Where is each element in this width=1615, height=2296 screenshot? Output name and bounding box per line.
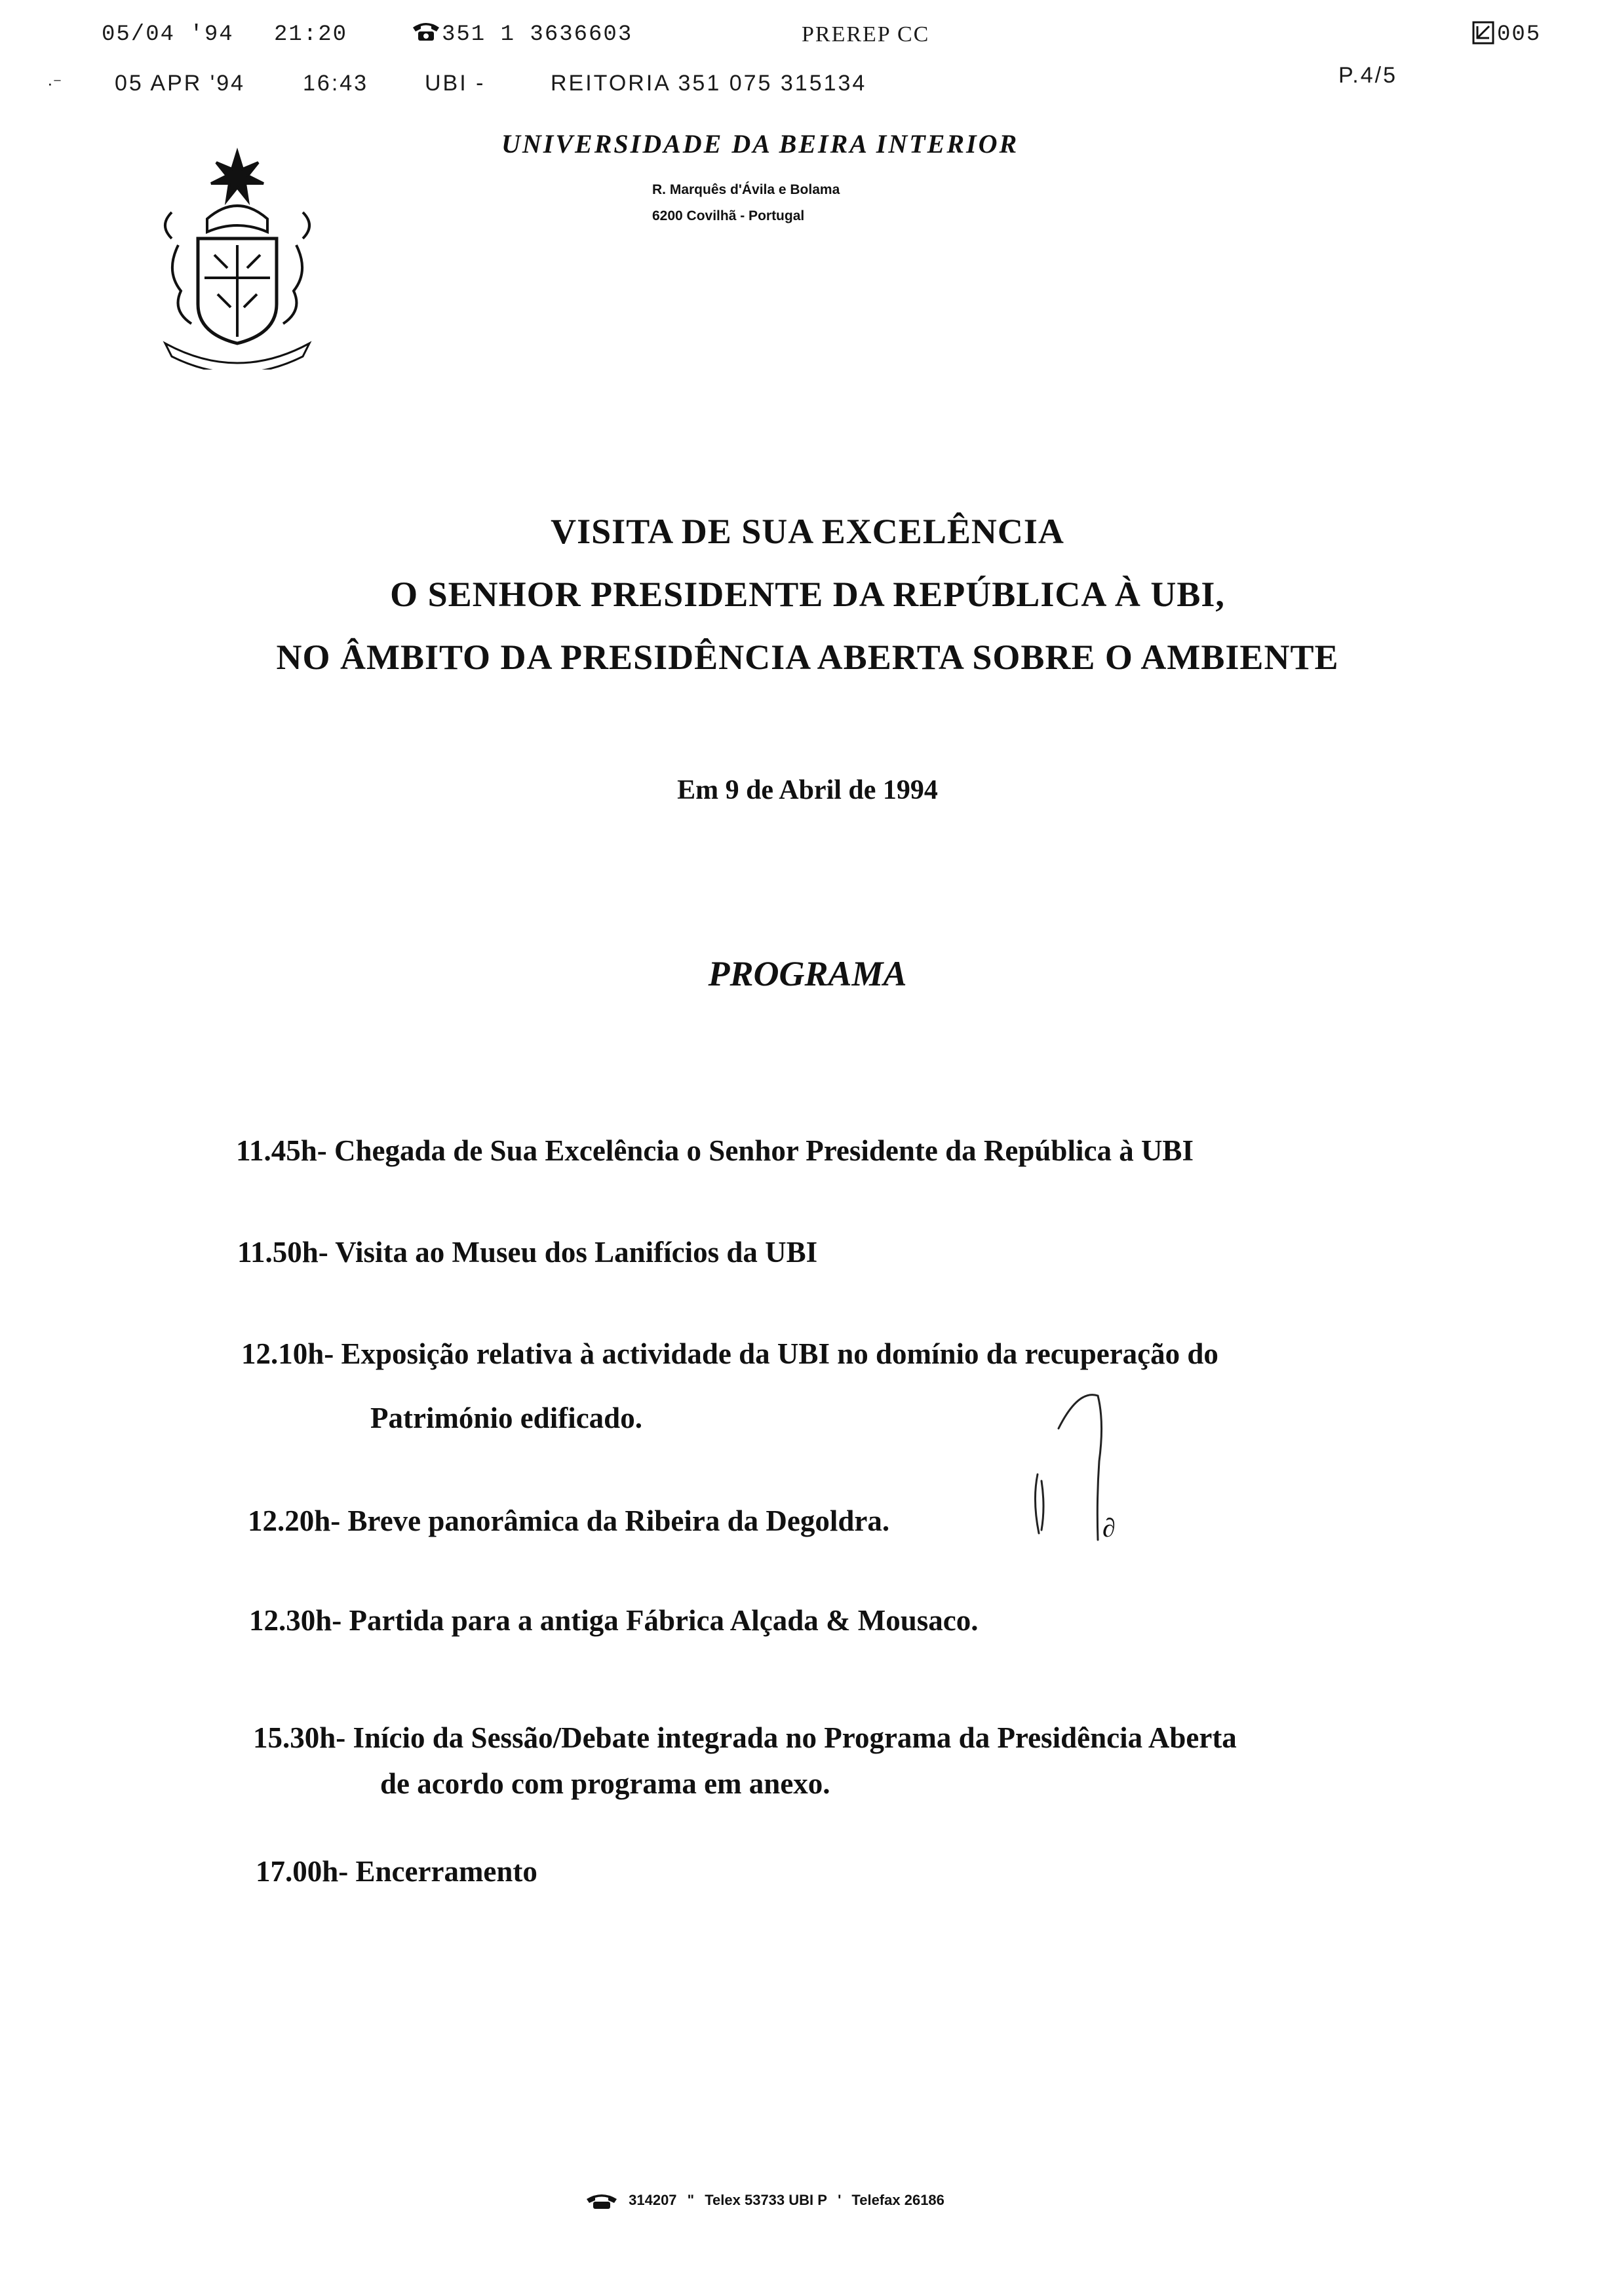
fax-date-1: 05/04 '94: [102, 22, 234, 47]
handwritten-mark-text: ∂: [1102, 1513, 1116, 1542]
fax-line-id: REITORIA 351 075 315134: [551, 71, 867, 96]
handwritten-mark-icon: [1026, 1383, 1137, 1553]
footer-contact: [585, 2192, 951, 2210]
fax-sender-2: UBI -: [425, 71, 486, 96]
footer-telefax: Telefax 26186: [851, 2192, 944, 2208]
footer-telex: Telex 53733 UBI P: [705, 2192, 827, 2208]
fax-page-icon: [1472, 21, 1494, 50]
fax-page-indicator: P.4/5: [1338, 63, 1398, 88]
fax-sender-1: PREREP CC: [802, 22, 930, 47]
schedule-time: 15.30h-: [253, 1721, 346, 1754]
fax-time-1: 21:20: [274, 22, 348, 47]
university-name: UNIVERSIDADE DA BEIRA INTERIOR: [501, 129, 1019, 159]
fax-arrow-mark: ·⁻: [47, 73, 62, 93]
schedule-time: 12.20h-: [248, 1504, 341, 1537]
schedule-item-7: [256, 1854, 537, 1888]
schedule-text: Encerramento: [355, 1855, 537, 1888]
schedule-text: Exposição relativa à actividade da UBI no domínio da recuperação do: [341, 1337, 1218, 1370]
schedule-text: Breve panorâmica da Ribeira da Degoldra.: [347, 1504, 890, 1537]
schedule-item-3: [241, 1337, 1218, 1371]
schedule-time: 12.10h-: [241, 1337, 334, 1370]
title-line-2: O SENHOR PRESIDENTE DA REPÚBLICA À UBI,: [390, 575, 1225, 614]
footer-separator: ': [838, 2192, 842, 2208]
schedule-time: 11.45h-: [236, 1134, 327, 1167]
visit-date: Em 9 de Abril de 1994: [677, 775, 938, 805]
title-line-1: VISITA DE SUA EXCELÊNCIA: [551, 512, 1064, 551]
university-address-city: 6200 Covilhã - Portugal: [652, 208, 805, 223]
schedule-text: Início da Sessão/Debate integrada no Programa da Presidência Aberta: [353, 1721, 1237, 1754]
footer-separator: ": [687, 2192, 695, 2208]
telephone-icon: [585, 2192, 622, 2208]
schedule-item-2: [237, 1235, 817, 1269]
schedule-item-3-continuation: Património edificado.: [370, 1402, 642, 1434]
university-crest-icon: [152, 147, 322, 370]
schedule-time: 12.30h-: [249, 1604, 342, 1637]
title-line-3: NO ÂMBITO DA PRESIDÊNCIA ABERTA SOBRE O AMBIENTE: [276, 638, 1339, 677]
telephone-icon: [412, 20, 440, 48]
schedule-item-1: [236, 1134, 1194, 1168]
schedule-item-5: [249, 1603, 978, 1637]
fax-page-number: 005: [1497, 22, 1542, 47]
footer-phone: 314207: [629, 2192, 677, 2208]
schedule-text: Chegada de Sua Excelência o Senhor Presidente da República à UBI: [334, 1134, 1194, 1167]
schedule-text: Partida para a antiga Fábrica Alçada & Mousaco.: [349, 1604, 979, 1637]
schedule-time: 17.00h-: [256, 1855, 349, 1888]
fax-date-2: 05 APR '94: [115, 71, 246, 96]
fax-phone-1: 351 1 3636603: [442, 22, 633, 47]
fax-time-2: 16:43: [303, 71, 369, 96]
section-heading-programa: PROGRAMA: [708, 954, 907, 993]
schedule-item-4: [248, 1504, 889, 1538]
schedule-time: 11.50h-: [237, 1236, 328, 1269]
schedule-item-6-continuation: de acordo com programa em anexo.: [380, 1767, 830, 1800]
schedule-text: Visita ao Museu dos Lanifícios da UBI: [335, 1236, 818, 1269]
university-address-street: R. Marquês d'Ávila e Bolama: [652, 182, 840, 197]
schedule-item-6: [253, 1721, 1237, 1755]
